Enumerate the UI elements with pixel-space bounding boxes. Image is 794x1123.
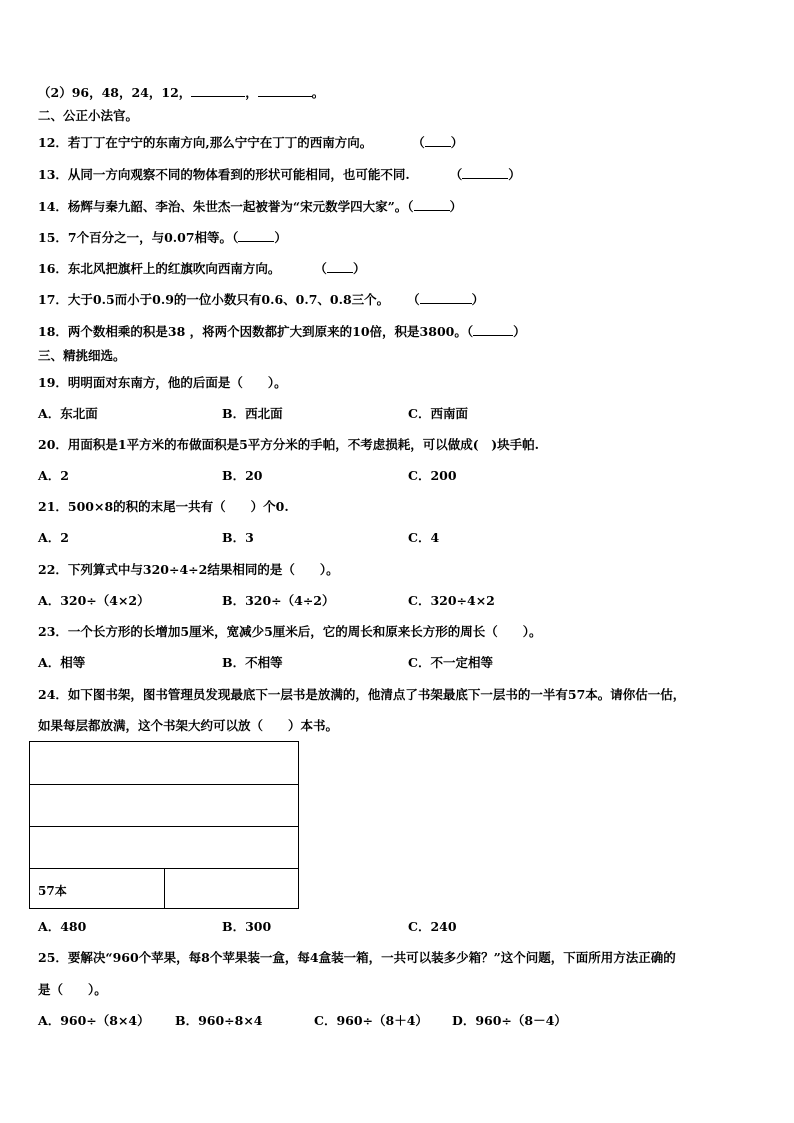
- question-text: 东北风把旗杆上的红旗吹向西南方向。: [67, 261, 281, 276]
- question-23-stem: 23．一个长方形的长增加5厘米，宽减少5厘米后，它的周长和原来长方形的周长（ ）。: [38, 624, 542, 639]
- bookshelf-diagram: [29, 741, 299, 909]
- q22-option-b[interactable]: B．320÷（4÷2）: [222, 593, 335, 608]
- answer-blank[interactable]: [414, 198, 450, 211]
- q24-option-a[interactable]: A．480: [38, 919, 87, 934]
- answer-blank[interactable]: [462, 166, 508, 179]
- question-24-stem-line1: 24．如下图书架，图书管理员发现最底下一层书是放满的，他清点了书架最底下一层书的一半有57本。请你估一估，: [38, 687, 686, 702]
- answer-blank[interactable]: [420, 291, 472, 304]
- question-22-stem: 22．下列算式中与320÷4÷2结果相同的是（ ）。: [38, 562, 339, 577]
- q19-option-a[interactable]: A．东北面: [38, 406, 98, 421]
- question-20-stem: 20．用面积是1平方米的布做面积是5平方分米的手帕，不考虑损耗，可以做成( )块手帕.: [38, 437, 539, 452]
- question-number: 17．: [38, 292, 68, 307]
- paren-open: （: [412, 135, 425, 150]
- question-text: 两个数相乘的积是38 ，将两个因数都扩大到原来的10倍，积是3800。: [67, 324, 467, 339]
- period: 。: [311, 85, 325, 100]
- q19-option-c[interactable]: C．西南面: [408, 406, 468, 421]
- separator: ，: [245, 85, 258, 100]
- question-17: [38, 291, 484, 308]
- paren-close: ）: [508, 167, 521, 182]
- question-25-stem-line1: 25．要解决“960个苹果，每8个苹果装一盒，每4盒装一箱，一共可以装多少箱？”这个问题，下面所用方法正确的: [38, 950, 676, 965]
- paren-close: ）: [450, 135, 464, 150]
- answer-blank[interactable]: [473, 323, 513, 336]
- q25-option-d[interactable]: D．960÷（8－4）: [452, 1013, 567, 1028]
- paren-close: ）: [274, 230, 287, 245]
- question-25-stem-line2: 是（ ）。: [38, 982, 107, 997]
- q22-option-c[interactable]: C．320÷4×2: [408, 593, 495, 608]
- question-number: 14．: [38, 199, 68, 214]
- paren-open: （: [449, 167, 463, 182]
- question-12: [38, 134, 463, 151]
- bottom-shelf-half-divider: [164, 868, 165, 908]
- q21-option-b[interactable]: B．3: [222, 530, 254, 545]
- q20-option-a[interactable]: A．2: [38, 468, 69, 483]
- question-11-part-2: [38, 84, 324, 101]
- question-number: 12．: [38, 135, 68, 150]
- q24-option-c[interactable]: C．240: [408, 919, 457, 934]
- paren-open: （: [407, 292, 420, 307]
- question-15: [38, 229, 287, 246]
- question-number: 15．: [38, 230, 68, 245]
- q25-option-a[interactable]: A．960÷（8×4）: [38, 1013, 150, 1028]
- question-24-stem-line2: 如果每层都放满，这个书架大约可以放（ ）本书。: [38, 718, 339, 733]
- q23-option-b[interactable]: B．不相等: [222, 655, 283, 670]
- answer-blank[interactable]: [425, 134, 451, 147]
- question-18: [38, 323, 526, 340]
- paren-close: ）: [471, 292, 485, 307]
- paren-open: （: [314, 261, 327, 276]
- answer-blank[interactable]: [238, 229, 274, 242]
- question-number: 13．: [38, 167, 68, 182]
- q23-option-c[interactable]: C．不一定相等: [408, 655, 493, 670]
- q25-option-c[interactable]: C．960÷（8＋4）: [314, 1013, 428, 1028]
- question-14: [38, 198, 462, 215]
- bottom-shelf-label: 57本: [38, 884, 67, 898]
- question-text: 大于0.5而小于0.9的一位小数只有0.6、0.7、0.8三个。: [67, 292, 390, 307]
- question-19-stem: 19．明明面对东南方，他的后面是（ ）。: [38, 375, 287, 390]
- paren-close: ）: [513, 324, 526, 339]
- paren-close: ）: [352, 261, 366, 276]
- q21-option-a[interactable]: A．2: [38, 530, 69, 545]
- question-number: 18．: [38, 324, 68, 339]
- section-title-judge: 二、公正小法官。: [38, 108, 139, 123]
- answer-blank-2[interactable]: [258, 84, 312, 97]
- shelf-divider-1: [30, 784, 298, 785]
- question-16: [38, 260, 365, 277]
- q19-option-b[interactable]: B．西北面: [222, 406, 283, 421]
- paren-open: （: [466, 324, 474, 339]
- question-text: 杨辉与秦九韶、李治、朱世杰一起被誉为“宋元数学四大家”。: [67, 199, 408, 214]
- answer-blank-1[interactable]: [191, 84, 245, 97]
- question-21-stem: 21．500×8的积的末尾一共有（ ）个0.: [38, 499, 289, 514]
- q23-option-a[interactable]: A．相等: [38, 655, 86, 670]
- q24-option-b[interactable]: B．300: [222, 919, 272, 934]
- sequence-text: （2）96，48，24，12，: [38, 85, 192, 100]
- question-text: 7个百分之一，与0.07相等。: [67, 230, 233, 245]
- q22-option-a[interactable]: A．320÷（4×2）: [38, 593, 150, 608]
- answer-blank[interactable]: [327, 260, 353, 273]
- q25-option-b[interactable]: B．960÷8×4: [175, 1013, 263, 1028]
- paren-close: ）: [449, 199, 463, 214]
- q20-option-b[interactable]: B．20: [222, 468, 263, 483]
- question-number: 16．: [38, 261, 68, 276]
- q20-option-c[interactable]: C．200: [408, 468, 457, 483]
- paren-open: （: [407, 199, 414, 214]
- question-13: [38, 166, 521, 183]
- shelf-divider-2: [30, 826, 298, 827]
- section-title-choice: 三、精挑细选。: [38, 348, 126, 363]
- q21-option-c[interactable]: C．4: [408, 530, 440, 545]
- question-text: 从同一方向观察不同的物体看到的形状可能相同，也可能不同.: [67, 167, 410, 182]
- question-text: 若丁丁在宁宁的东南方向,那么宁宁在丁丁的西南方向。: [67, 135, 373, 150]
- paren-open: （: [232, 230, 239, 245]
